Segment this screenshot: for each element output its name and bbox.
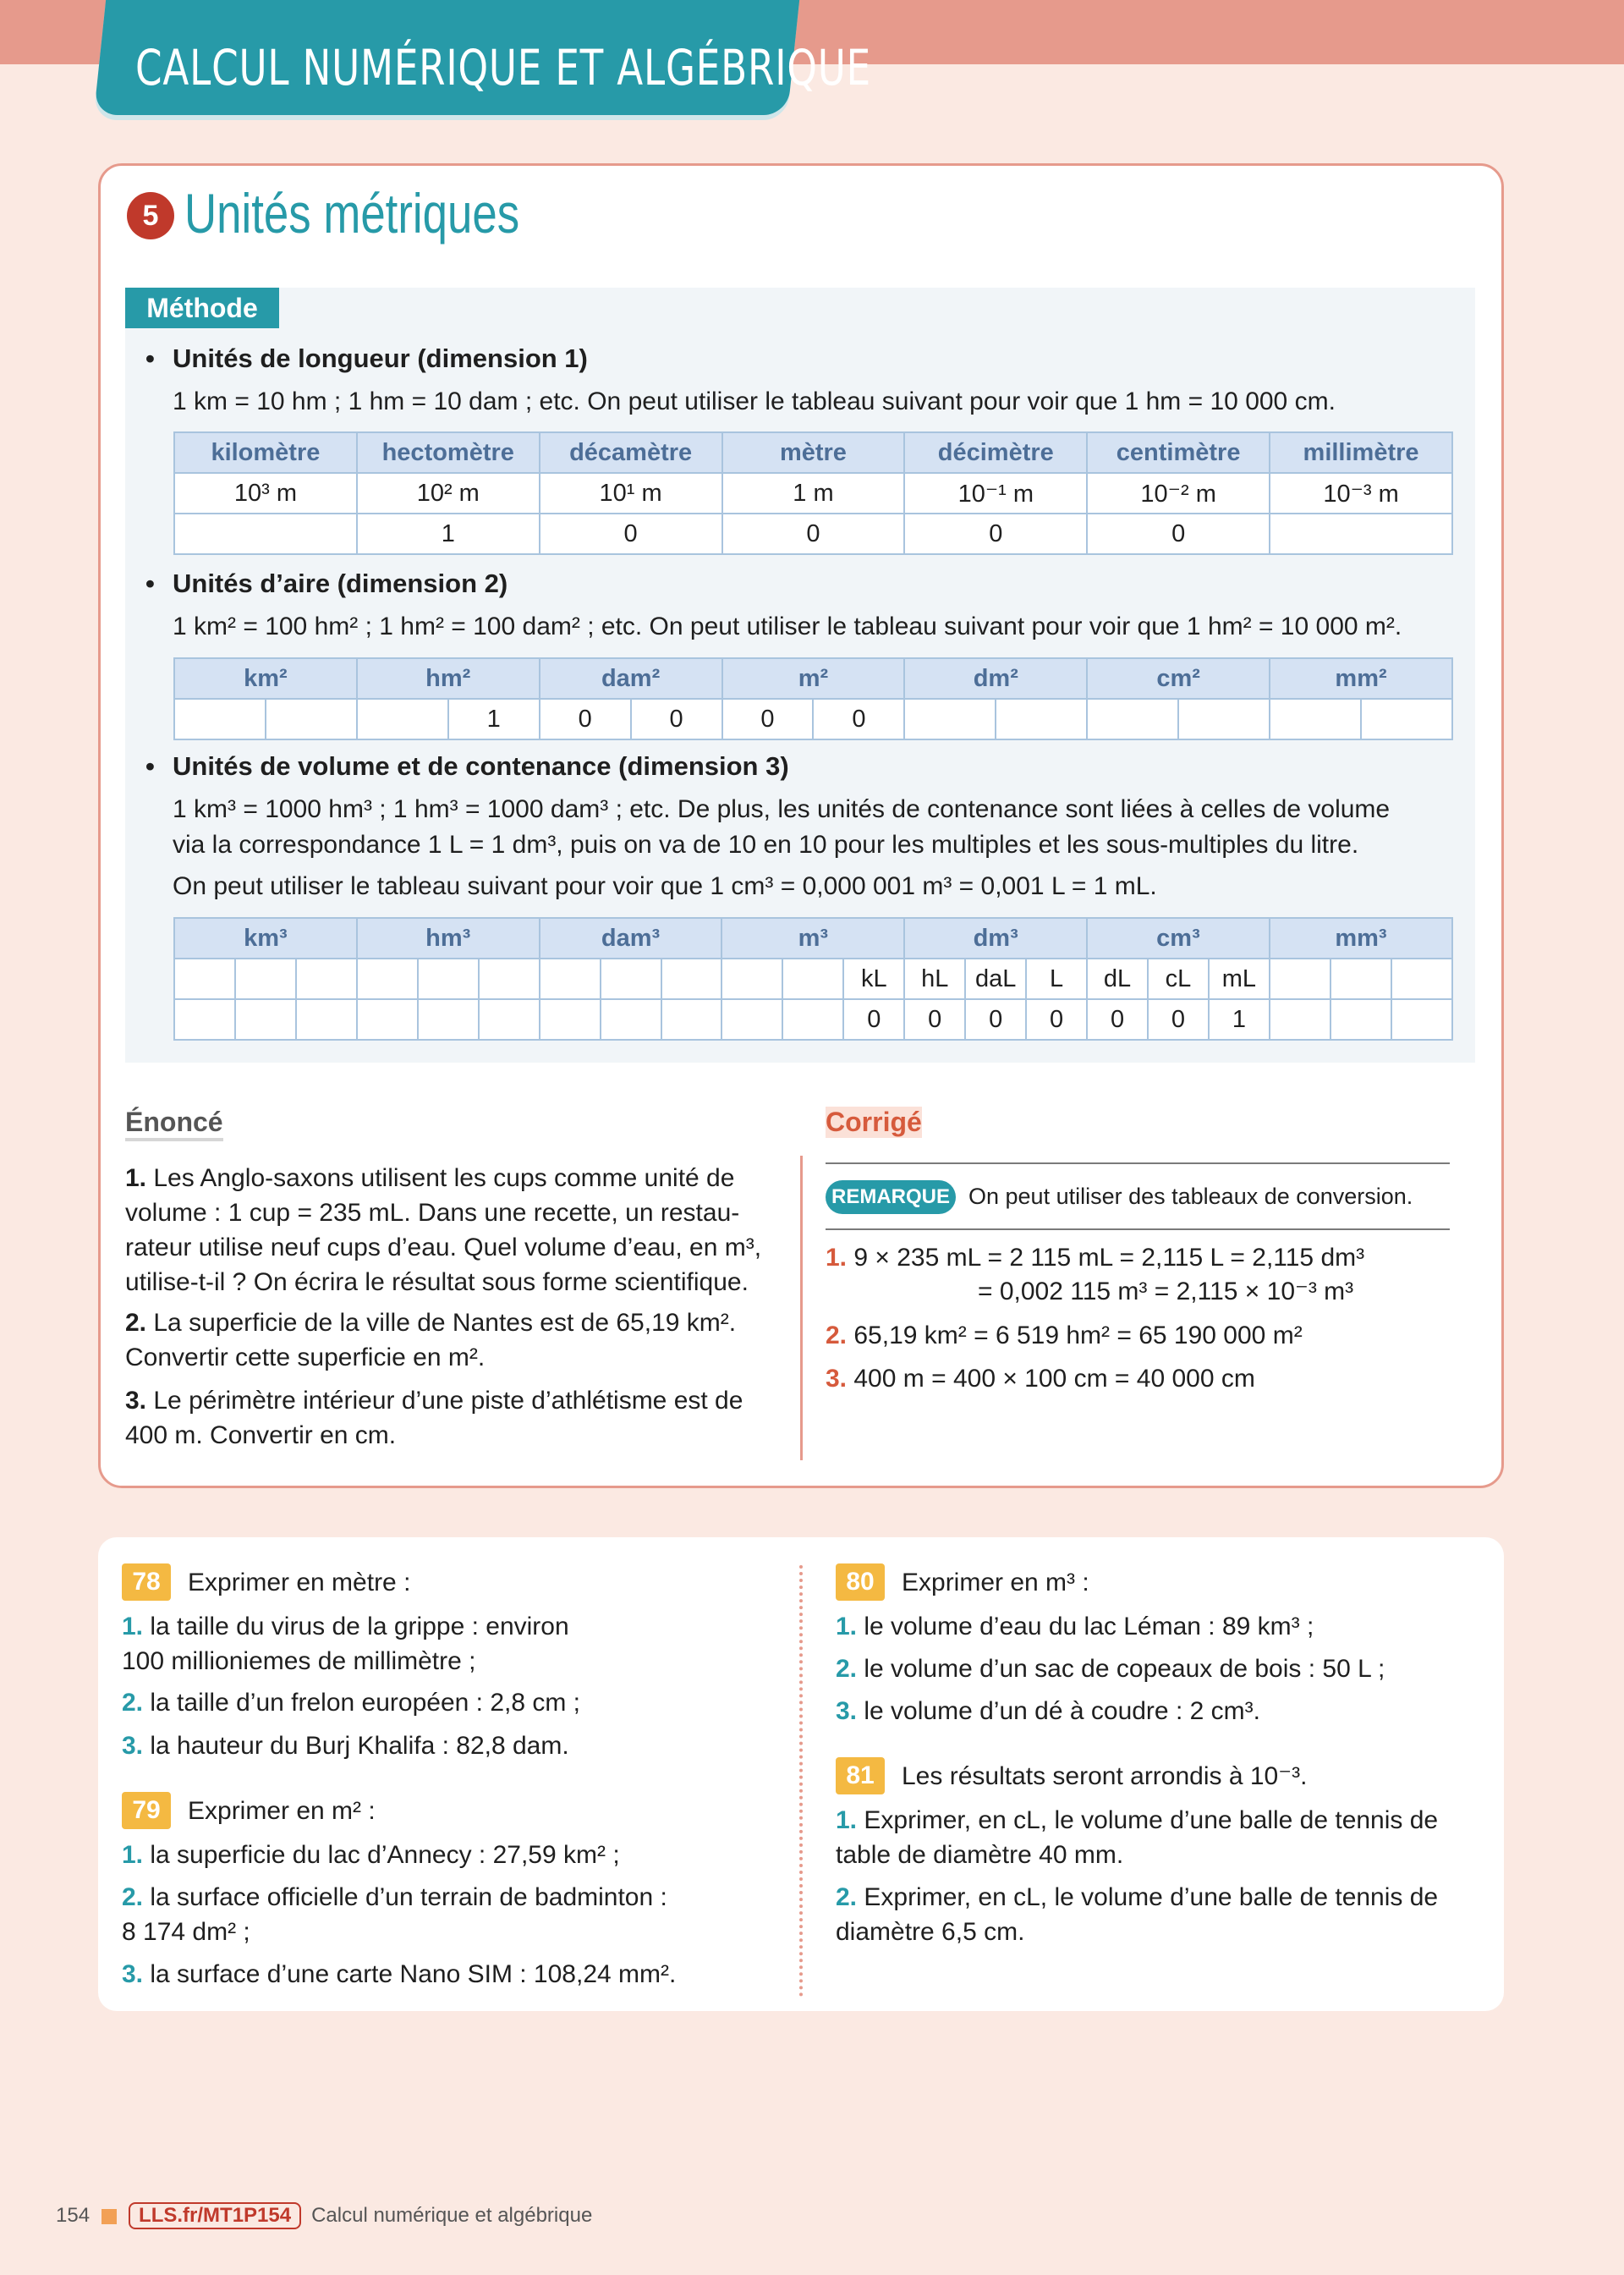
volume-unit-header: km³: [174, 918, 357, 959]
volume-empty-cell: [418, 999, 479, 1040]
area-digit-cell: 0: [540, 699, 631, 739]
exercise-78-item-1: 1. la taille du virus de la grippe : environ 100 millioniemes de millimètre ;: [122, 1613, 569, 1675]
length-digit-cell: 1: [357, 514, 540, 554]
length-digit-cell: [174, 514, 357, 554]
volume-empty-cell: [357, 959, 418, 999]
section-title: Unités métriques: [184, 182, 520, 245]
volume-empty-cell: [357, 999, 418, 1040]
area-digit-cell: [1087, 699, 1178, 739]
area-digit-cell: [1270, 699, 1361, 739]
volume-empty-cell: [1330, 999, 1391, 1040]
volume-unit-header: mm³: [1270, 918, 1452, 959]
corrige-answer-1: 1. 9 × 235 mL = 2 115 mL = 2,115 L = 2,115 dm³: [826, 1244, 1365, 1272]
area-text: 1 km² = 100 hm² ; 1 hm² = 100 dam² ; etc. On peut utiliser le tableau suivant pour voir que 1 hm² = 10 000 m².: [173, 613, 1402, 640]
volume-table: [173, 917, 1453, 1041]
liter-unit-cell: cL: [1148, 959, 1209, 999]
volume-unit-header: m³: [721, 918, 904, 959]
exercise-80-badge: 80: [836, 1563, 885, 1601]
exercise-79-item-3: 3. la surface d’une carte Nano SIM : 108,24 mm².: [122, 1960, 677, 1988]
area-unit-header: mm²: [1270, 658, 1452, 699]
volume-unit-header: dm³: [904, 918, 1087, 959]
length-digit-cell: [1270, 514, 1452, 554]
volume-empty-cell: [540, 999, 601, 1040]
volume-digit-cell: 0: [1087, 999, 1148, 1040]
length-unit-header: décamètre: [540, 432, 722, 473]
volume-empty-cell: [174, 959, 235, 999]
volume-text-2: via la correspondance 1 L = 1 dm³, puis on va de 10 en 10 pour les multiples et les sous-multiples du litre.: [173, 831, 1359, 859]
volume-empty-cell: [661, 999, 722, 1040]
length-unit-header: mètre: [722, 432, 905, 473]
area-digit-cell: [1178, 699, 1270, 739]
liter-unit-cell: L: [1026, 959, 1087, 999]
volume-empty-cell: [721, 959, 782, 999]
exercise-78-item-3: 3. la hauteur du Burj Khalifa : 82,8 dam.: [122, 1732, 569, 1760]
length-unit-header: kilomètre: [174, 432, 357, 473]
enonce-question-3: 3. Le périmètre intérieur d’une piste d’athlétisme est de 400 m. Convertir en cm.: [125, 1387, 743, 1449]
length-text: 1 km = 10 hm ; 1 hm = 10 dam ; etc. On peut utiliser le tableau suivant pour voir que 1 hm = 10 000 cm.: [173, 387, 1336, 415]
volume-empty-cell: [479, 959, 540, 999]
exercise-81-badge: 81: [836, 1757, 885, 1794]
volume-unit-header: hm³: [357, 918, 540, 959]
length-digit-cell: 0: [722, 514, 905, 554]
volume-empty-cell: [661, 959, 722, 999]
exercise-80-item-1: 1. le volume d’eau du lac Léman : 89 km³ ;: [836, 1613, 1314, 1640]
footer-square-icon: [102, 2209, 117, 2224]
enonce-heading: Énoncé: [125, 1107, 223, 1141]
volume-empty-cell: [479, 999, 540, 1040]
length-table: [173, 431, 1453, 555]
liter-unit-cell: hL: [904, 959, 965, 999]
area-digit-cell: 0: [722, 699, 814, 739]
volume-empty-cell: [601, 999, 661, 1040]
length-power-cell: 10² m: [357, 473, 540, 514]
remarque-badge: REMARQUE: [826, 1180, 956, 1214]
exercise-81-item-1: 1. Exprimer, en cL, le volume d’une balle de tennis de table de diamètre 40 mm.: [836, 1806, 1439, 1869]
area-digit-cell: [904, 699, 996, 739]
volume-digit-cell: 0: [843, 999, 904, 1040]
exercise-78-badge: 78: [122, 1563, 171, 1601]
length-digit-cell: 0: [1087, 514, 1270, 554]
volume-empty-cell: [1270, 999, 1330, 1040]
length-unit-header: millimètre: [1270, 432, 1452, 473]
page-number: 154: [56, 2204, 91, 2227]
volume-heading: • Unités de volume et de contenance (dimension 3): [145, 751, 789, 781]
volume-empty-cell: [1391, 959, 1452, 999]
area-unit-header: dam²: [540, 658, 722, 699]
length-unit-header: centimètre: [1087, 432, 1270, 473]
exercise-81-title: Les résultats seront arrondis à 10⁻³.: [902, 1762, 1308, 1790]
volume-digit-cell: 1: [1209, 999, 1270, 1040]
area-unit-header: cm²: [1087, 658, 1270, 699]
area-digit-cell: 0: [631, 699, 722, 739]
volume-text-3: On peut utiliser le tableau suivant pour voir que 1 cm³ = 0,000 001 m³ = 0,001 L = 1 mL.: [173, 872, 1157, 900]
area-digit-cell: [1361, 699, 1452, 739]
length-unit-header: hectomètre: [357, 432, 540, 473]
volume-empty-cell: [782, 999, 843, 1040]
method-label: Méthode: [125, 288, 279, 328]
volume-empty-cell: [601, 959, 661, 999]
area-digit-cell: [357, 699, 448, 739]
exercise-81-item-2: 2. Exprimer, en cL, le volume d’une balle de tennis de diamètre 6,5 cm.: [836, 1883, 1439, 1946]
area-unit-header: dm²: [904, 658, 1087, 699]
volume-digit-cell: 0: [1026, 999, 1087, 1040]
volume-text-1: 1 km³ = 1000 hm³ ; 1 hm³ = 1000 dam³ ; etc. De plus, les unités de contenance sont liées à celles de volume: [173, 795, 1391, 823]
area-unit-header: km²: [174, 658, 357, 699]
liter-unit-cell: kL: [843, 959, 904, 999]
volume-empty-cell: [235, 999, 296, 1040]
exercise-79-item-2: 2. la surface officielle d’un terrain de badminton : 8 174 dm² ;: [122, 1883, 667, 1946]
volume-empty-cell: [174, 999, 235, 1040]
corrige-answer-3: 3. 400 m = 400 × 100 cm = 40 000 cm: [826, 1365, 1255, 1393]
volume-empty-cell: [418, 959, 479, 999]
exercise-80-item-2: 2. le volume d’un sac de copeaux de bois : 50 L ;: [836, 1655, 1385, 1683]
column-separator: [800, 1156, 803, 1460]
volume-empty-cell: [1270, 959, 1330, 999]
exercise-79-badge: 79: [122, 1792, 171, 1829]
area-heading: • Unités d’aire (dimension 2): [145, 569, 508, 598]
volume-empty-cell: [296, 999, 357, 1040]
length-power-cell: 10⁻³ m: [1270, 473, 1452, 514]
area-digit-cell: [996, 699, 1087, 739]
area-digit-cell: 0: [813, 699, 904, 739]
volume-digit-cell: 0: [1148, 999, 1209, 1040]
remarque-text: On peut utiliser des tableaux de conversion.: [968, 1184, 1413, 1209]
area-table: [173, 657, 1453, 740]
exercise-80-title: Exprimer en m³ :: [902, 1569, 1089, 1596]
length-power-cell: 10³ m: [174, 473, 357, 514]
liter-unit-cell: mL: [1209, 959, 1270, 999]
liter-unit-cell: dL: [1087, 959, 1148, 999]
area-digit-cell: 1: [448, 699, 540, 739]
volume-digit-cell: 0: [904, 999, 965, 1040]
length-power-cell: 10⁻¹ m: [904, 473, 1087, 514]
volume-empty-cell: [540, 959, 601, 999]
footer-link[interactable]: LLS.fr/MT1P154: [129, 2202, 301, 2229]
section-number: 5: [127, 192, 174, 239]
volume-empty-cell: [721, 999, 782, 1040]
length-power-cell: 10⁻² m: [1087, 473, 1270, 514]
length-heading: • Unités de longueur (dimension 1): [145, 343, 588, 373]
length-unit-header: décimètre: [904, 432, 1087, 473]
length-digit-cell: 0: [904, 514, 1087, 554]
volume-unit-header: dam³: [540, 918, 722, 959]
area-unit-header: m²: [722, 658, 905, 699]
volume-empty-cell: [296, 959, 357, 999]
divider: [826, 1228, 1450, 1230]
length-power-cell: 1 m: [722, 473, 905, 514]
divider: [826, 1162, 1450, 1164]
corrige-answer-1-continued: = 0,002 115 m³ = 2,115 × 10⁻³ m³: [978, 1278, 1354, 1305]
exercise-79-item-1: 1. la superficie du lac d’Annecy : 27,59 km² ;: [122, 1841, 620, 1869]
dotted-separator: [799, 1565, 803, 1997]
chapter-title: CALCUL NUMÉRIQUE ET ALGÉBRIQUE: [135, 39, 871, 96]
footer: [56, 2202, 592, 2229]
exercise-78-item-2: 2. la taille d’un frelon européen : 2,8 cm ;: [122, 1689, 581, 1717]
exercise-78-title: Exprimer en mètre :: [188, 1569, 411, 1596]
area-digit-cell: [174, 699, 266, 739]
liter-unit-cell: daL: [965, 959, 1026, 999]
volume-empty-cell: [235, 959, 296, 999]
volume-empty-cell: [782, 959, 843, 999]
corrige-answer-2: 2. 65,19 km² = 6 519 hm² = 65 190 000 m²: [826, 1322, 1303, 1349]
footer-text: Calcul numérique et algébrique: [311, 2204, 593, 2227]
volume-empty-cell: [1330, 959, 1391, 999]
corrige-heading: Corrigé: [826, 1107, 922, 1137]
volume-digit-cell: 0: [965, 999, 1026, 1040]
area-unit-header: hm²: [357, 658, 540, 699]
enonce-question-1: 1. Les Anglo-saxons utilisent les cups comme unité de volume : 1 cup = 235 mL. Dans une recette, un restau- rateur utilise neuf cups d’eau. Quel volume d’eau, en m³, utilise-t-il ? On écrira le résultat sous forme scientifique.: [125, 1164, 762, 1296]
length-power-cell: 10¹ m: [540, 473, 722, 514]
exercise-79-title: Exprimer en m² :: [188, 1797, 376, 1825]
volume-unit-header: cm³: [1087, 918, 1270, 959]
volume-empty-cell: [1391, 999, 1452, 1040]
exercise-80-item-3: 3. le volume d’un dé à coudre : 2 cm³.: [836, 1697, 1260, 1725]
enonce-question-2: 2. La superficie de la ville de Nantes est de 65,19 km². Convertir cette superficie en m².: [125, 1309, 737, 1371]
length-digit-cell: 0: [540, 514, 722, 554]
area-digit-cell: [266, 699, 357, 739]
